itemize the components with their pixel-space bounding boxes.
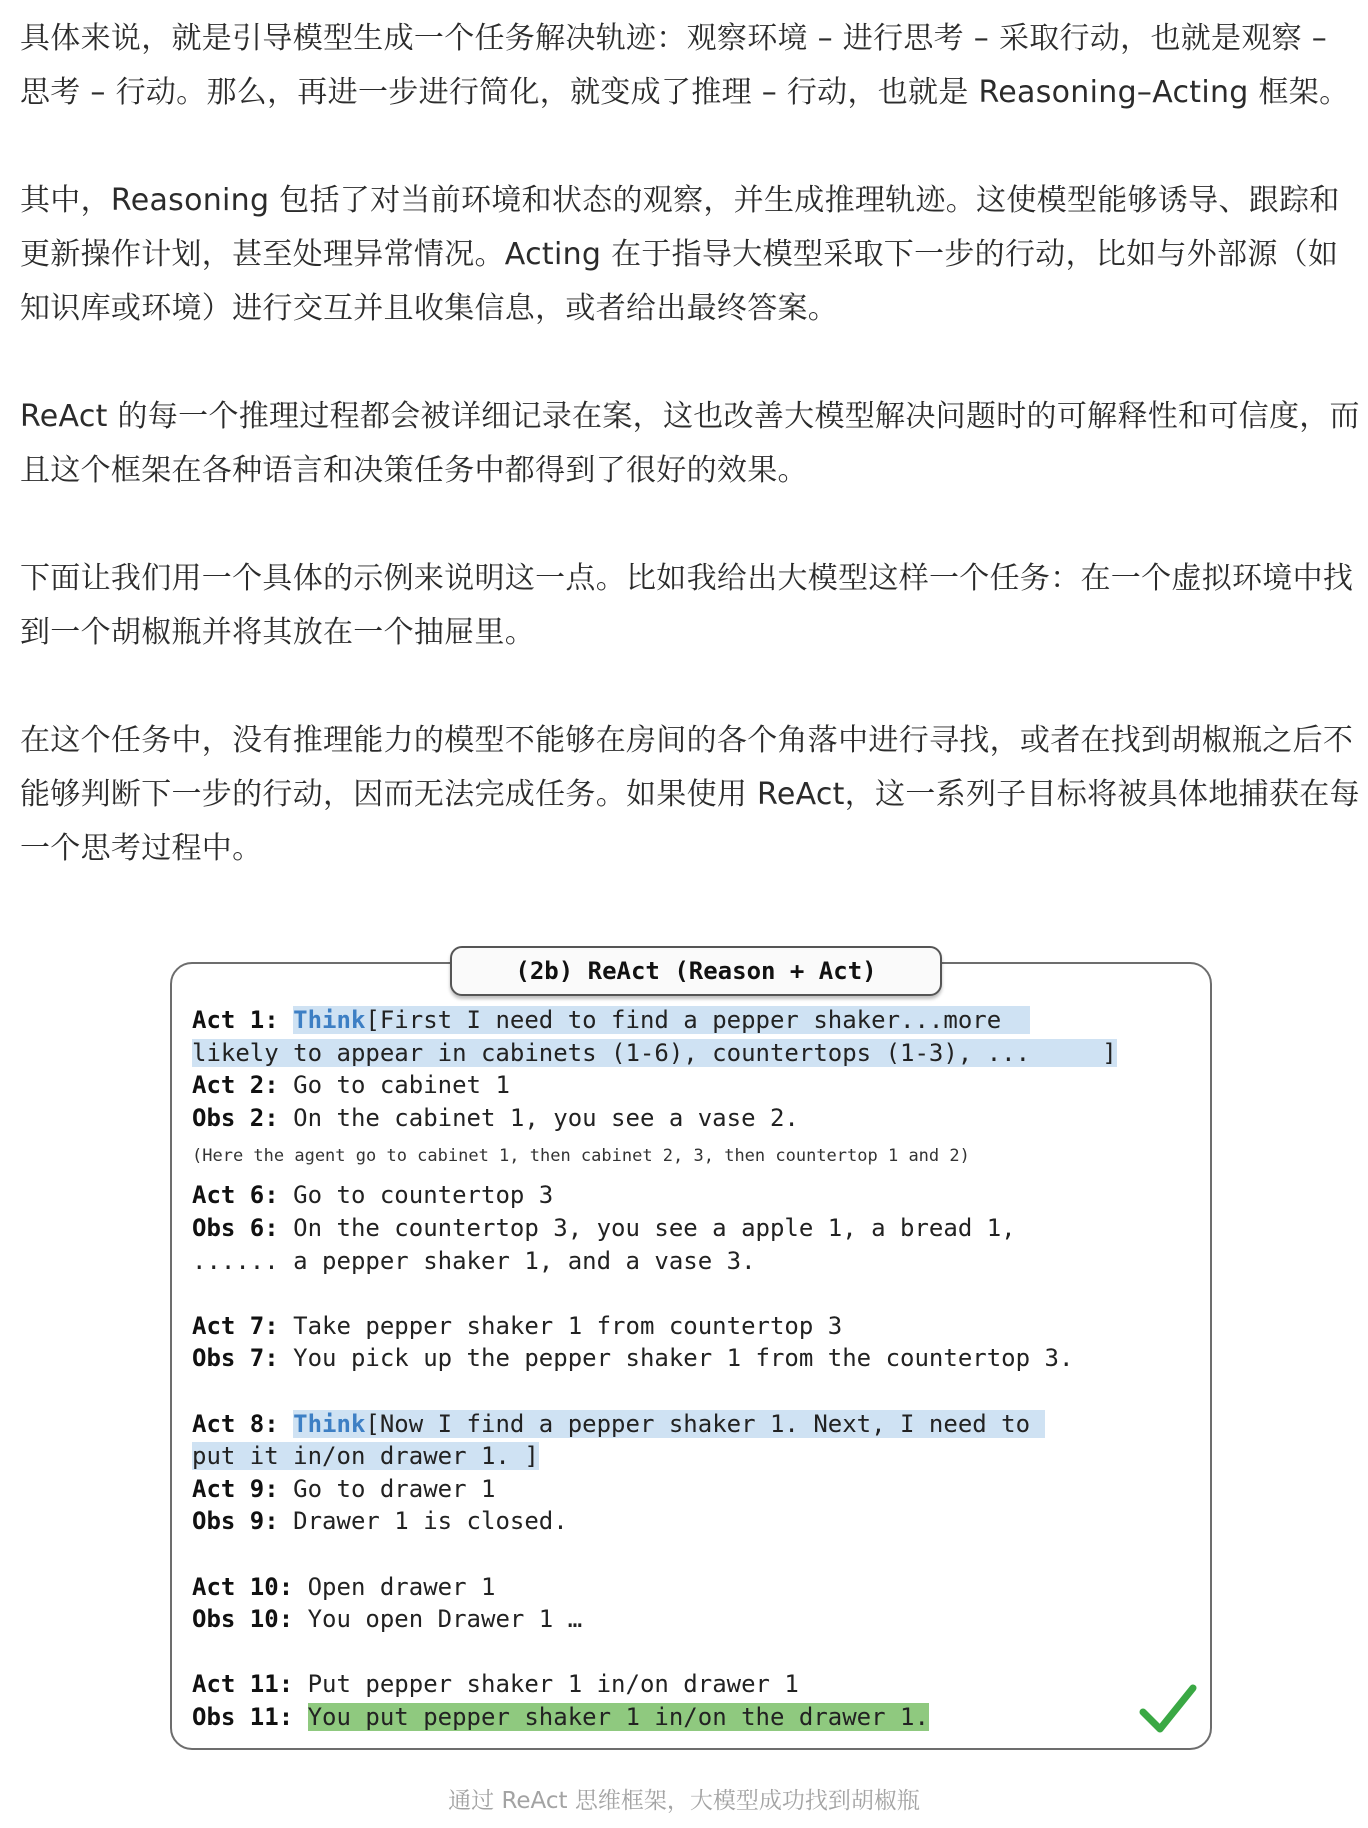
step-label: Act 6: (192, 1181, 279, 1210)
spacer (192, 1538, 1202, 1571)
step-text: Go to drawer 1 (293, 1474, 496, 1503)
trace-line (192, 1179, 1202, 1212)
step-text: Go to cabinet 1 (293, 1071, 510, 1100)
step-text: Drawer 1 is closed. (293, 1507, 568, 1536)
trace-line (192, 1668, 1202, 1701)
step-label: Act 2: (192, 1071, 279, 1100)
trace-line (192, 1069, 1202, 1102)
trace-line (192, 1701, 1202, 1734)
step-text: On the cabinet 1, you see a vase 2. (293, 1103, 799, 1132)
step-text: You pick up the pepper shaker 1 from the countertop 3. (293, 1344, 1074, 1373)
step-label: Act 11: (192, 1670, 294, 1699)
continuation-dots: ...... (192, 1246, 279, 1275)
step-text: Put pepper shaker 1 in/on drawer 1 (307, 1670, 799, 1699)
step-label: Obs 7: (192, 1344, 279, 1373)
spacer (192, 1277, 1202, 1310)
step-label: Act 7: (192, 1311, 279, 1340)
step-label: Obs 6: (192, 1213, 279, 1242)
step-label: Act 10: (192, 1572, 294, 1601)
paragraph-1: 具体来说，就是引导模型生成一个任务解决轨迹：观察环境 – 进行思考 – 采取行动，也就是观察 – 思考 – 行动。那么，再进一步进行简化，就变成了推理 – 行动，也就是 Reasoning–Acting 框架。 (20, 21, 1350, 110)
article-body (20, 12, 1360, 876)
step-text: [Now I find a pepper shaker 1. Next, I need to (365, 1409, 1031, 1438)
react-figure (170, 957, 1212, 1750)
trace-line (192, 1571, 1202, 1604)
figure-title: (2b) ReAct (Reason + Act) (450, 946, 942, 996)
think-highlight (293, 1410, 1044, 1438)
checkmark-icon (1138, 1682, 1198, 1736)
step-label: Act 8: (192, 1409, 279, 1438)
paragraph-4: 下面让我们用一个具体的示例来说明这一点。比如我给出大模型这样一个任务：在一个虚拟环境中找到一个胡椒瓶并将其放在一个抽屉里。 (20, 561, 1354, 650)
step-label: Obs 9: (192, 1507, 279, 1536)
step-label: Obs 11: (192, 1702, 294, 1731)
trace-line (192, 1408, 1202, 1441)
step-label: Obs 10: (192, 1605, 294, 1634)
paragraph-3: ReAct 的每一个推理过程都会被详细记录在案，这也改善大模型解决问题时的可解释性和可信度，而且这个框架在各种语言和决策任务中都得到了很好的效果。 (20, 399, 1360, 488)
figure-caption: 通过 ReAct 思维框架，大模型成功找到胡椒瓶 (448, 1788, 920, 1814)
step-text: a pepper shaker 1, and a vase 3. (293, 1246, 756, 1275)
think-highlight: put it in/on drawer 1. ] (192, 1442, 539, 1471)
trace-line (192, 1245, 1202, 1278)
trace-line (192, 1603, 1202, 1636)
step-text: You open Drawer 1 … (307, 1605, 583, 1634)
think-keyword: Think (293, 1006, 366, 1034)
paragraph-2: 其中，Reasoning 包括了对当前环境和状态的观察，并生成推理轨迹。这使模型能够诱导、跟踪和更新操作计划，甚至处理异常情况。Acting 在于指导大模型采取下一步的行动，比如与外部源（如知识库或环境）进行交互并且收集信息，或者给出最终答案。 (20, 183, 1340, 326)
trace-line (192, 1440, 1202, 1473)
trace-line (192, 1310, 1202, 1343)
step-label: Obs 2: (192, 1103, 279, 1132)
step-label: Act 9: (192, 1474, 279, 1503)
think-keyword: Think (293, 1409, 366, 1438)
spacer (192, 1375, 1202, 1408)
spacer (192, 1636, 1202, 1669)
step-label: Act 1: (192, 1006, 279, 1034)
step-text: [First I need to find a pepper shaker...more (365, 1006, 1002, 1034)
step-text: On the countertop 3, you see a apple 1, a bread 1, (293, 1213, 1016, 1242)
trace-panel (170, 957, 1212, 1750)
trace-lines (192, 1004, 1202, 1733)
step-text: Take pepper shaker 1 from countertop 3 (293, 1311, 843, 1340)
think-highlight: likely to appear in cabinets (1-6), countertops (1-3), ... ] (192, 1038, 1117, 1067)
trace-note: (Here the agent go to cabinet 1, then cabinet 2, 3, then countertop 1 and 2) (192, 1146, 970, 1167)
trace-line (192, 1102, 1202, 1135)
trace-line (192, 1342, 1202, 1375)
step-text: Open drawer 1 (307, 1572, 496, 1601)
trace-line (192, 1037, 1202, 1070)
trace-line (192, 1473, 1202, 1506)
think-highlight (293, 1006, 1030, 1034)
step-text: Go to countertop 3 (293, 1181, 554, 1210)
trace-line (192, 1212, 1202, 1245)
success-highlight: You put pepper shaker 1 in/on the drawer 1. (307, 1702, 929, 1731)
trace-line (192, 1505, 1202, 1538)
paragraph-5: 在这个任务中，没有推理能力的模型不能够在房间的各个角落中进行寻找，或者在找到胡椒瓶之后不能够判断下一步的行动，因而无法完成任务。如果使用 ReAct，这一系列子目标将被具体地捕获在每一个思考过程中。 (20, 723, 1360, 866)
trace-line (192, 1004, 1202, 1037)
